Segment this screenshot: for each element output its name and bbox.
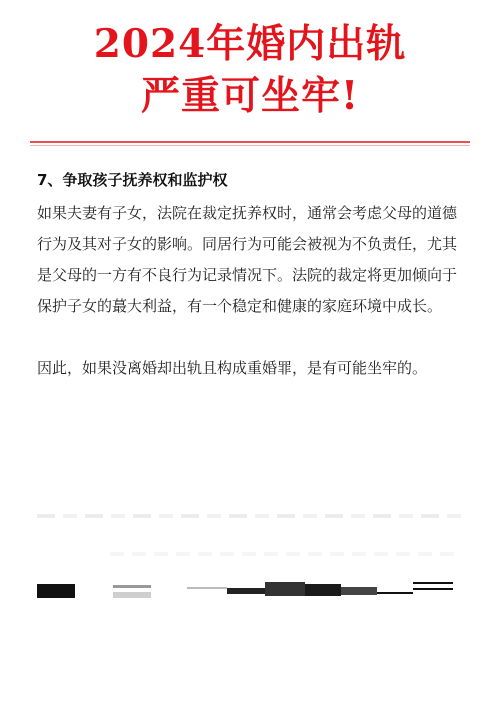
artifact-block	[413, 588, 453, 590]
artifact-block	[113, 585, 151, 588]
title-divider	[30, 141, 470, 143]
faded-text-artifact-2	[110, 552, 460, 556]
artifact-block	[341, 587, 377, 595]
artifact-block	[305, 584, 341, 596]
artifact-block	[187, 587, 227, 589]
title-line-2: 严重可坐牢!	[140, 73, 360, 119]
artifact-block	[113, 592, 151, 598]
faded-text-artifact	[37, 514, 463, 518]
title-line-1: 2024年婚内出轨	[93, 21, 407, 67]
artifact-block	[265, 582, 305, 596]
artifact-block	[37, 584, 75, 598]
rendering-artifact-bar	[37, 578, 467, 606]
article-body	[37, 168, 465, 384]
artifact-block	[377, 592, 413, 594]
paragraph-conclusion: 因此，如果没离婚却出轨且构成重婚罪，是有可能坐牢的。	[37, 359, 428, 377]
title-divider-shadow	[30, 145, 470, 146]
paragraph-custody: 如果夫妻有子女，法院在裁定抚养权时，通常会考虑父母的道德行为及其对子女的影响。同居行为可能会被视为不负责任，尤其是父母的一方有不良行为记录情况下。法院的裁定将更加倾向于保护子女的蕞大利益，有一个稳定和健康的家庭环境中成长。	[37, 204, 458, 315]
artifact-block	[413, 582, 453, 584]
title-block	[0, 18, 500, 122]
section-heading: 7、争取孩子抚养权和监护权	[37, 171, 228, 189]
